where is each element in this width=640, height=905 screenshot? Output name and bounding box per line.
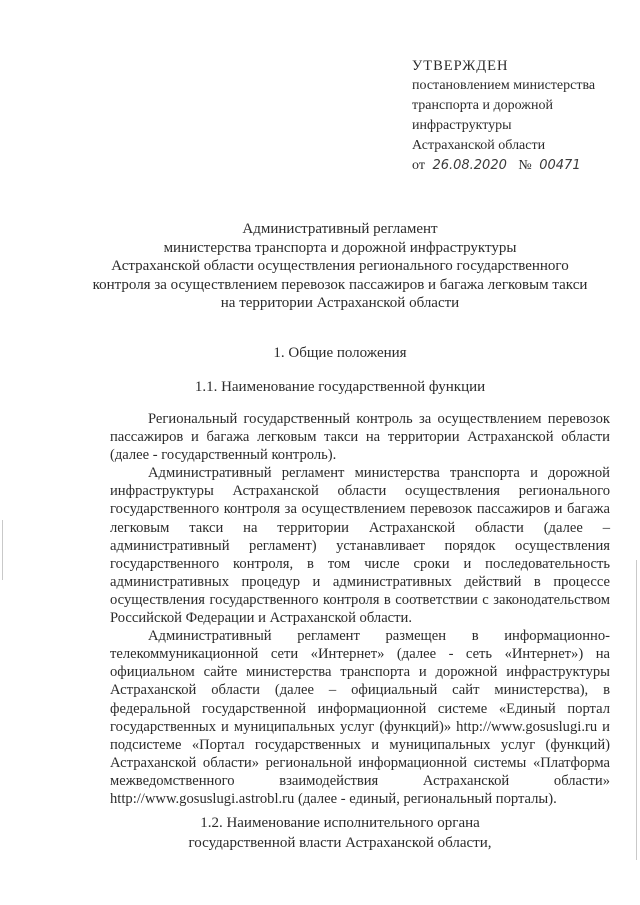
date-prefix: от	[412, 158, 425, 173]
number-prefix: №	[518, 158, 532, 173]
title-line: министерства транспорта и дорожной инфраструктуры	[163, 239, 517, 256]
subsection-heading	[80, 813, 600, 853]
approval-line: Астраханской области	[412, 138, 546, 153]
section-heading: 1. Общие положения	[273, 345, 407, 361]
scan-edge-mark	[2, 520, 3, 580]
document-title	[80, 220, 600, 313]
subsection-heading: 1.1. Наименование государственной функции	[194, 379, 486, 395]
title-line: на территории Астраханской области	[220, 295, 460, 311]
title-line: контроля за осуществлением перевозок пассажиров и багажа легковым такси	[92, 276, 588, 293]
handwritten-number: 00471	[539, 158, 581, 173]
paragraph: Региональный государственный контроль за осуществлением перевозок пассажиров и багажа легковым такси на территории Астраханской области (далее - государственный контроль).	[110, 411, 610, 464]
body-text	[110, 410, 610, 808]
title-line: Астраханской области осуществления регионального государственного	[111, 258, 569, 274]
approval-stamp-block	[400, 56, 630, 176]
subsection-line: государственной власти Астраханской области,	[188, 835, 492, 851]
title-line: Административный регламент	[242, 221, 438, 237]
subsection-line: 1.2. Наименование исполнительного органа	[200, 815, 480, 831]
approval-date-line	[412, 156, 630, 176]
handwritten-date: 26.08.2020	[432, 158, 507, 173]
approval-line: транспорта и дорожной	[412, 98, 553, 113]
approval-line: постановлением министерства	[412, 78, 596, 93]
paragraph: Административный регламент размещен в информационно-телекоммуникационной сети «Интернет» (далее - сеть «Интернет») на официальном сайте министерства транспорта и дорожной инфраструктуры Астраханской области (далее – официальный сайт министерства), в федеральной государственной информационной системе «Единый портал государственных и муниципальных услуг (функций)» http://www.gosuslugi.ru и подсистеме «Портал государственных и муниципальных услуг (функций) Астраханской области» региональной информационной системы «Платформа межведомственного взаимодействия Астраханской области» http://www.gosuslugi.astrobl.ru (далее - единый, региональный порталы).	[110, 628, 610, 807]
approval-heading: УТВЕРЖДЕН	[412, 58, 509, 74]
paragraph: Административный регламент министерства транспорта и дорожной инфраструктуры Астраханской области осуществления регионального государственного контроля за осуществлением перевозок пассажиров и багажа легковым такси на территории Астраханской области (далее – административный регламент) устанавливает порядок осуществления государственного контроля, в том числе сроки и последовательность административных процедур и административных действий в процессе осуществления государственного контроля в соответствии с законодательством Российской Федерации и Астраханской области.	[110, 465, 610, 627]
scan-edge-mark	[636, 560, 637, 860]
approval-line: инфраструктуры	[412, 118, 512, 133]
